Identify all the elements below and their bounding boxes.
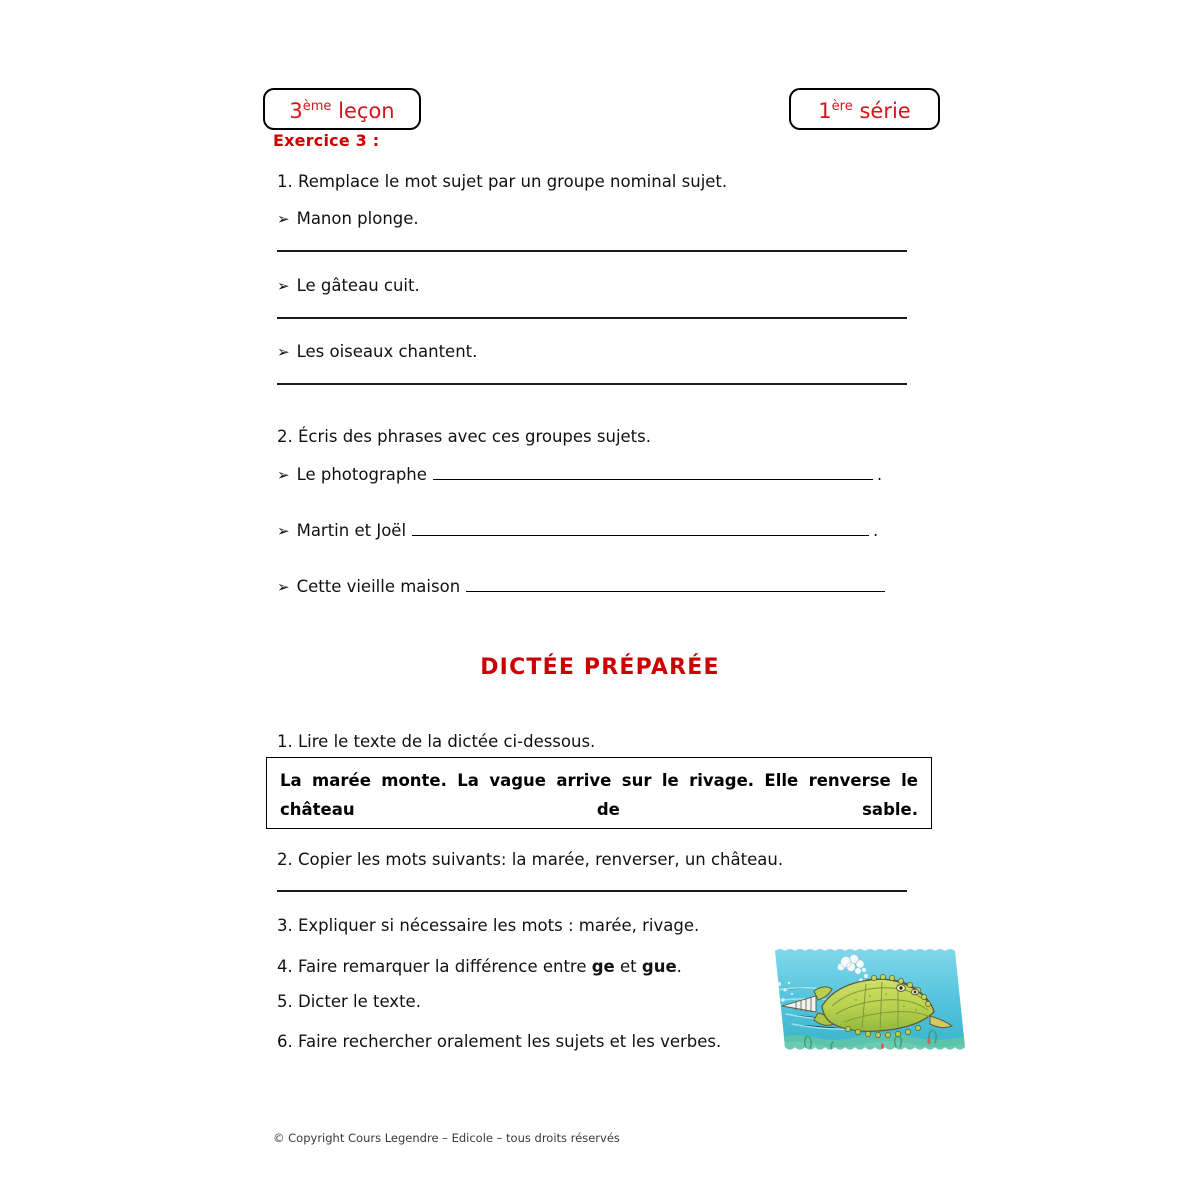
question-1-prompt: 1. Remplace le mot sujet par un groupe nominal sujet. <box>277 172 728 191</box>
answer-rule-4[interactable] <box>277 890 907 892</box>
dictation-section-title: DICTÉE PRÉPARÉE <box>480 655 720 680</box>
copyright-footer: © Copyright Cours Legendre – Edicole – tous droits réservés <box>273 1131 620 1145</box>
arrow-bullet-icon: ➢ <box>277 343 290 361</box>
dictation-step-4 <box>277 957 682 976</box>
lesson-badge <box>263 88 421 130</box>
series-badge <box>789 88 940 130</box>
q2-item-1 <box>277 465 882 484</box>
underwater-fish-illustration <box>770 944 970 1056</box>
step-4-text-part-3: . <box>676 957 682 976</box>
dictation-text: La marée monte. La vague arrive sur le rivage. Elle renverse le château de sable. <box>280 771 918 819</box>
answer-rule-1[interactable] <box>277 250 907 252</box>
arrow-bullet-icon: ➢ <box>277 522 290 540</box>
q1-item-3 <box>277 342 477 361</box>
series-word: série <box>859 99 911 123</box>
q2-item-1-prompt: Le photographe <box>296 465 427 484</box>
q1-item-2 <box>277 276 420 295</box>
q2-item-3 <box>277 577 889 596</box>
answer-rule-2[interactable] <box>277 317 907 319</box>
step-4-bold-ge: ge <box>591 957 615 976</box>
dictation-step-2: 2. Copier les mots suivants: la marée, renverser, un château. <box>277 850 784 869</box>
answer-rule-3[interactable] <box>277 383 907 385</box>
q1-item-1-text: Manon plonge. <box>296 209 419 228</box>
q2-item-1-tail: . <box>876 465 883 484</box>
q2-blank-2[interactable] <box>412 522 869 536</box>
arrow-bullet-icon: ➢ <box>277 277 290 295</box>
lesson-number: 3 <box>289 99 303 123</box>
q2-item-2-prompt: Martin et Joël <box>296 521 407 540</box>
step-4-text-part-2: et <box>614 957 642 976</box>
dictation-step-6: 6. Faire rechercher oralement les sujets et les verbes. <box>277 1032 722 1051</box>
q2-item-2-tail: . <box>873 521 879 540</box>
q2-blank-3[interactable] <box>466 578 885 592</box>
exercise-label: Exercice 3 : <box>273 131 380 150</box>
lesson-ordinal: ème <box>302 99 332 114</box>
scene-contents <box>770 944 970 1056</box>
question-2-prompt: 2. Écris des phrases avec ces groupes sujets. <box>277 427 651 446</box>
q1-item-1 <box>277 209 419 228</box>
dictation-text-box <box>266 757 932 829</box>
q2-item-3-prompt: Cette vieille maison <box>296 577 461 596</box>
dictation-step-3: 3. Expliquer si nécessaire les mots : marée, rivage. <box>277 916 700 935</box>
arrow-bullet-icon: ➢ <box>277 578 290 596</box>
arrow-bullet-icon: ➢ <box>277 210 290 228</box>
q2-blank-1[interactable] <box>433 466 873 480</box>
q2-item-2 <box>277 521 878 540</box>
q1-item-3-text: Les oiseaux chantent. <box>296 342 478 361</box>
dictation-step-1: 1. Lire le texte de la dictée ci-dessous. <box>277 732 596 751</box>
arrow-bullet-icon: ➢ <box>277 466 290 484</box>
series-ordinal: ère <box>831 99 853 114</box>
series-number: 1 <box>818 99 832 123</box>
dictation-step-5: 5. Dicter le texte. <box>277 992 421 1011</box>
fish-scene-svg <box>770 944 970 1056</box>
step-4-text-part-1: 4. Faire remarquer la différence entre <box>277 957 592 976</box>
lesson-word: leçon <box>338 99 395 123</box>
step-4-bold-gue: gue <box>641 957 677 976</box>
q1-item-2-text: Le gâteau cuit. <box>296 276 420 295</box>
